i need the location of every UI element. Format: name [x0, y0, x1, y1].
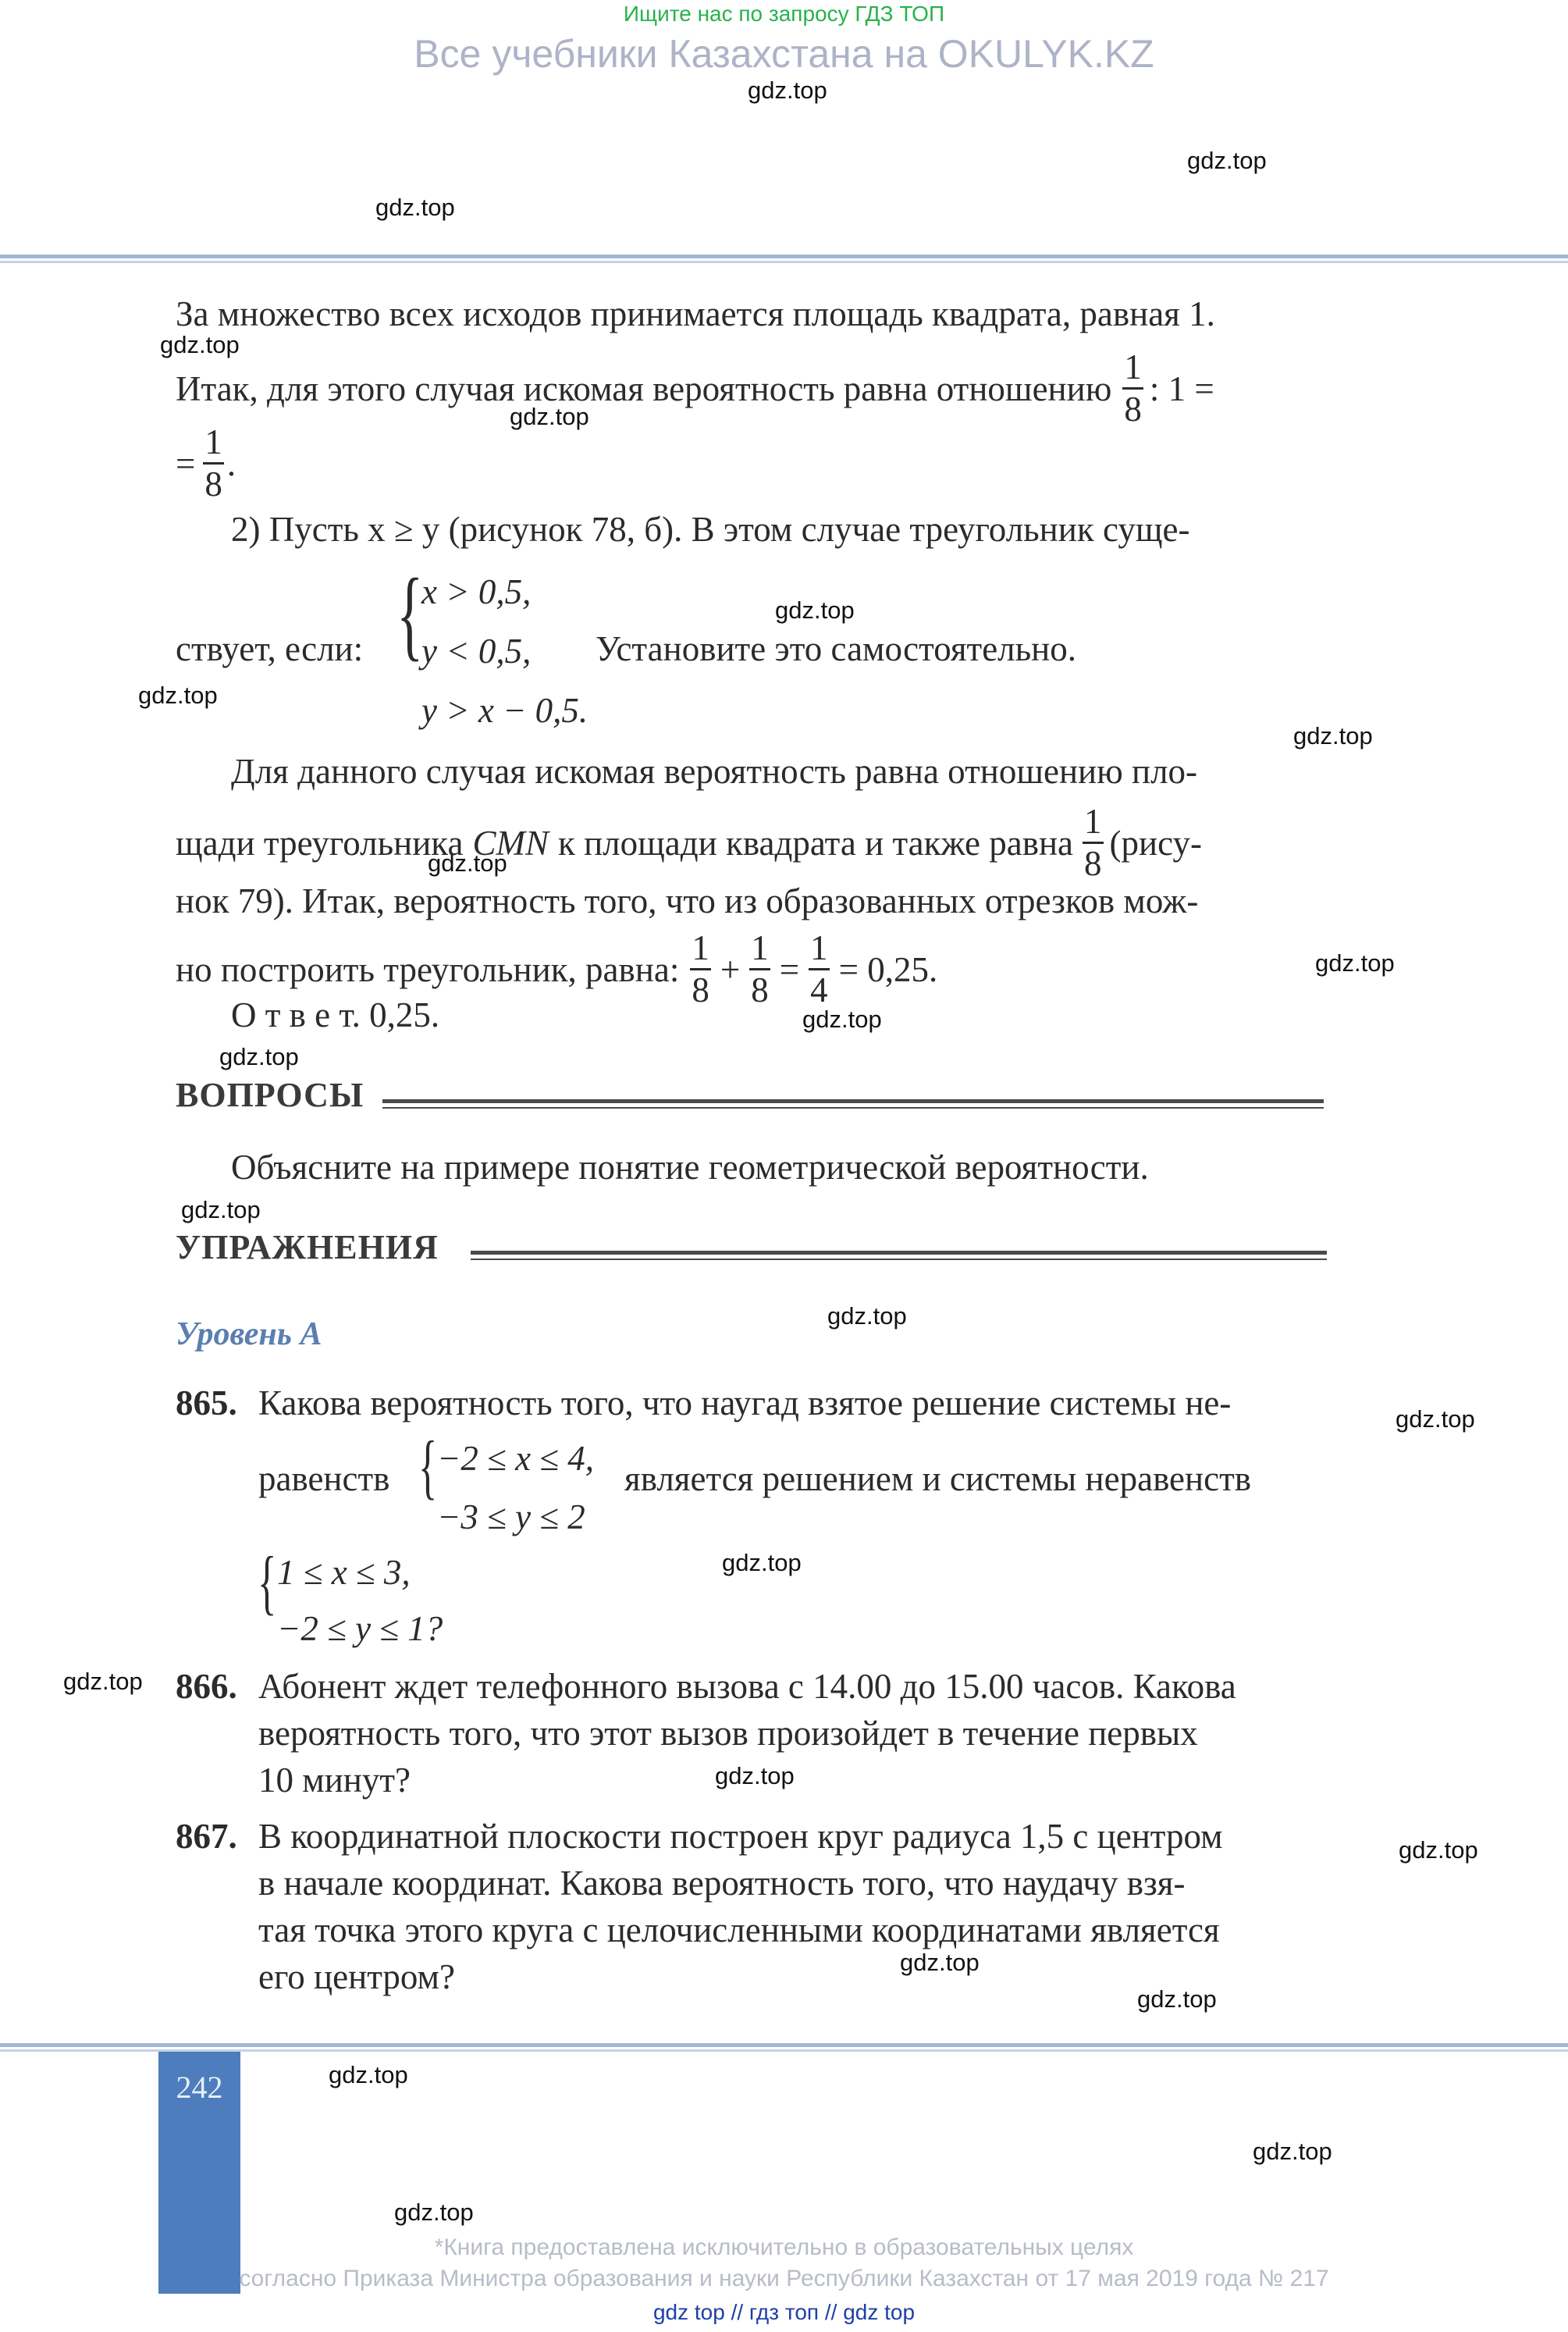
text-line: [176, 422, 236, 504]
footer-order: согласно Приказа Министра образования и науки Республики Казахстан от 17 мая 2019 года № 217: [239, 2266, 1329, 2291]
top-rule: [0, 255, 1568, 258]
watermark: gdz.top: [428, 849, 507, 877]
watermark: gdz.top: [1253, 2138, 1332, 2165]
text-line: Установите это самостоятельно.: [596, 629, 1076, 668]
inequality: −2 ≤ y ≤ 1?: [277, 1609, 443, 1648]
text-line: За множество всех исходов принимается площадь квадрата, равная 1.: [176, 294, 1215, 333]
fraction-numerator: 1: [1122, 350, 1143, 390]
exercise-number: 867.: [176, 1817, 237, 1856]
watermark: gdz.top: [160, 331, 240, 358]
equals-sign: =: [779, 949, 800, 989]
watermark: gdz.top: [1315, 949, 1395, 977]
text-line: Для данного случая искомая вероятность равна отношению пло-: [231, 752, 1198, 791]
fraction-denominator: 8: [692, 970, 709, 1009]
fraction-one-eighth: [203, 422, 224, 504]
fraction-denominator: 4: [810, 970, 828, 1009]
text-line: его центром?: [258, 1957, 456, 1996]
text-fragment: = 0,25.: [838, 949, 938, 989]
watermark: gdz.top: [394, 2198, 474, 2226]
watermark: gdz.top: [1396, 1405, 1475, 1433]
fraction-one-eighth: [1083, 804, 1104, 881]
fraction-one-eighth: [690, 928, 711, 1009]
fraction-one-quarter: [809, 928, 830, 1009]
inequality: y < 0,5,: [421, 632, 532, 671]
watermark: gdz.top: [1187, 147, 1267, 174]
text-line: ствует, если:: [176, 629, 364, 668]
text-fragment: но построить треугольник, равна:: [176, 949, 680, 989]
watermark: gdz.top: [138, 682, 218, 709]
text-line: является решением и системы неравенств: [624, 1459, 1251, 1498]
footer-links[interactable]: gdz top // гдз топ // gdz top: [652, 2300, 916, 2324]
watermark: gdz.top: [1399, 1836, 1478, 1864]
heading-rule-thin: [471, 1259, 1327, 1260]
text-line: [176, 347, 1214, 429]
watermark: gdz.top: [722, 1549, 802, 1576]
section-heading-questions: ВОПРОСЫ: [176, 1076, 364, 1114]
fraction-denominator: 8: [204, 465, 222, 504]
text-fragment: : 1 =: [1149, 368, 1214, 408]
fraction-numerator: 1: [203, 425, 224, 465]
site-brand: Все учебники Казахстана на OKULYK.KZ: [414, 32, 1154, 76]
fraction-numerator: 1: [809, 931, 830, 970]
system-brace: {: [258, 1542, 277, 1622]
fraction-denominator: 8: [1124, 390, 1142, 429]
text-fragment: =: [176, 443, 196, 483]
text-line: нок 79). Итак, вероятность того, что из образованных отрезков мож-: [176, 881, 1199, 920]
text-line: [176, 804, 1202, 881]
watermark: gdz.top: [219, 1043, 299, 1070]
watermark: gdz.top: [827, 1302, 907, 1330]
watermark: gdz.top: [1293, 722, 1373, 749]
watermark: gdz.top: [900, 1949, 980, 1976]
fraction-one-eighth: [1122, 347, 1143, 429]
heading-rule: [382, 1099, 1324, 1103]
watermark: gdz.top: [375, 194, 455, 221]
exercise-number: 865.: [176, 1383, 237, 1422]
plus-sign: +: [720, 949, 741, 989]
text-fragment: щади треугольника: [176, 823, 464, 863]
text-line: Какова вероятность того, что наугад взятое решение системы не-: [258, 1383, 1232, 1422]
text-line: Абонент ждет телефонного вызова с 14.00 до 15.00 часов. Какова: [258, 1667, 1236, 1706]
text-fragment: к площади квадрата и также равна: [557, 823, 1073, 863]
triangle-name: CMN: [472, 823, 549, 863]
footer-disclaimer: *Книга предоставлена исключительно в образовательных целях: [434, 2234, 1134, 2260]
watermark: gdz.top: [748, 77, 827, 104]
page-number: 242: [176, 2070, 223, 2105]
text-line: равенств: [258, 1459, 390, 1498]
inequality: x > 0,5,: [421, 572, 532, 611]
watermark: gdz.top: [715, 1762, 795, 1789]
watermark: gdz.top: [181, 1196, 261, 1223]
fraction-numerator: 1: [1083, 804, 1104, 844]
text-line: вероятность того, что этот вызов произойдет в течение первых: [258, 1714, 1198, 1753]
fraction-numerator: 1: [749, 931, 770, 970]
inequality: −2 ≤ x ≤ 4,: [437, 1439, 594, 1478]
fraction-denominator: 8: [1084, 844, 1102, 883]
answer: О т в е т. 0,25.: [231, 995, 440, 1034]
heading-rule-thin: [382, 1107, 1324, 1109]
system-brace: {: [396, 558, 424, 671]
section-heading-exercises: УПРАЖНЕНИЯ: [176, 1228, 439, 1266]
text-fragment: (рису-: [1109, 823, 1202, 863]
fraction-one-eighth: [749, 928, 770, 1009]
system-brace: {: [418, 1426, 438, 1506]
text-line: в начале координат. Какова вероятность того, что наудачу взя-: [258, 1864, 1186, 1903]
fraction-denominator: 8: [751, 970, 769, 1009]
text-line: 2) Пусть x ≥ y (рисунок 78, б). В этом случае треугольник суще-: [231, 510, 1190, 549]
watermark: gdz.top: [775, 596, 855, 624]
text-line: тая точка этого круга с целочисленными координатами является: [258, 1910, 1220, 1949]
fraction-numerator: 1: [690, 931, 711, 970]
inequality: y > x − 0,5.: [421, 691, 588, 730]
search-hint: Ищите нас по запросу ГДЗ ТОП: [623, 2, 945, 26]
question-text: Объясните на примере понятие геометрической вероятности.: [231, 1148, 1149, 1187]
watermark: gdz.top: [802, 1006, 882, 1033]
text-fragment: Итак, для этого случая искомая вероятность равна отношению: [176, 368, 1112, 408]
exercise-number: 866.: [176, 1667, 237, 1706]
text-line: 10 минут?: [258, 1761, 411, 1800]
watermark: gdz.top: [329, 2061, 408, 2088]
inequality: 1 ≤ x ≤ 3,: [277, 1553, 411, 1592]
text-line: В координатной плоскости построен круг радиуса 1,5 с центром: [258, 1817, 1223, 1856]
inequality: −3 ≤ y ≤ 2: [437, 1497, 585, 1536]
text-fragment: .: [226, 443, 236, 483]
watermark: gdz.top: [510, 403, 589, 430]
top-rule-secondary: [0, 261, 1568, 263]
watermark: gdz.top: [1137, 1985, 1217, 2013]
level-heading: Уровень А: [176, 1316, 322, 1352]
heading-rule: [471, 1251, 1327, 1255]
watermark: gdz.top: [63, 1668, 143, 1695]
bottom-rule: [0, 2043, 1568, 2047]
